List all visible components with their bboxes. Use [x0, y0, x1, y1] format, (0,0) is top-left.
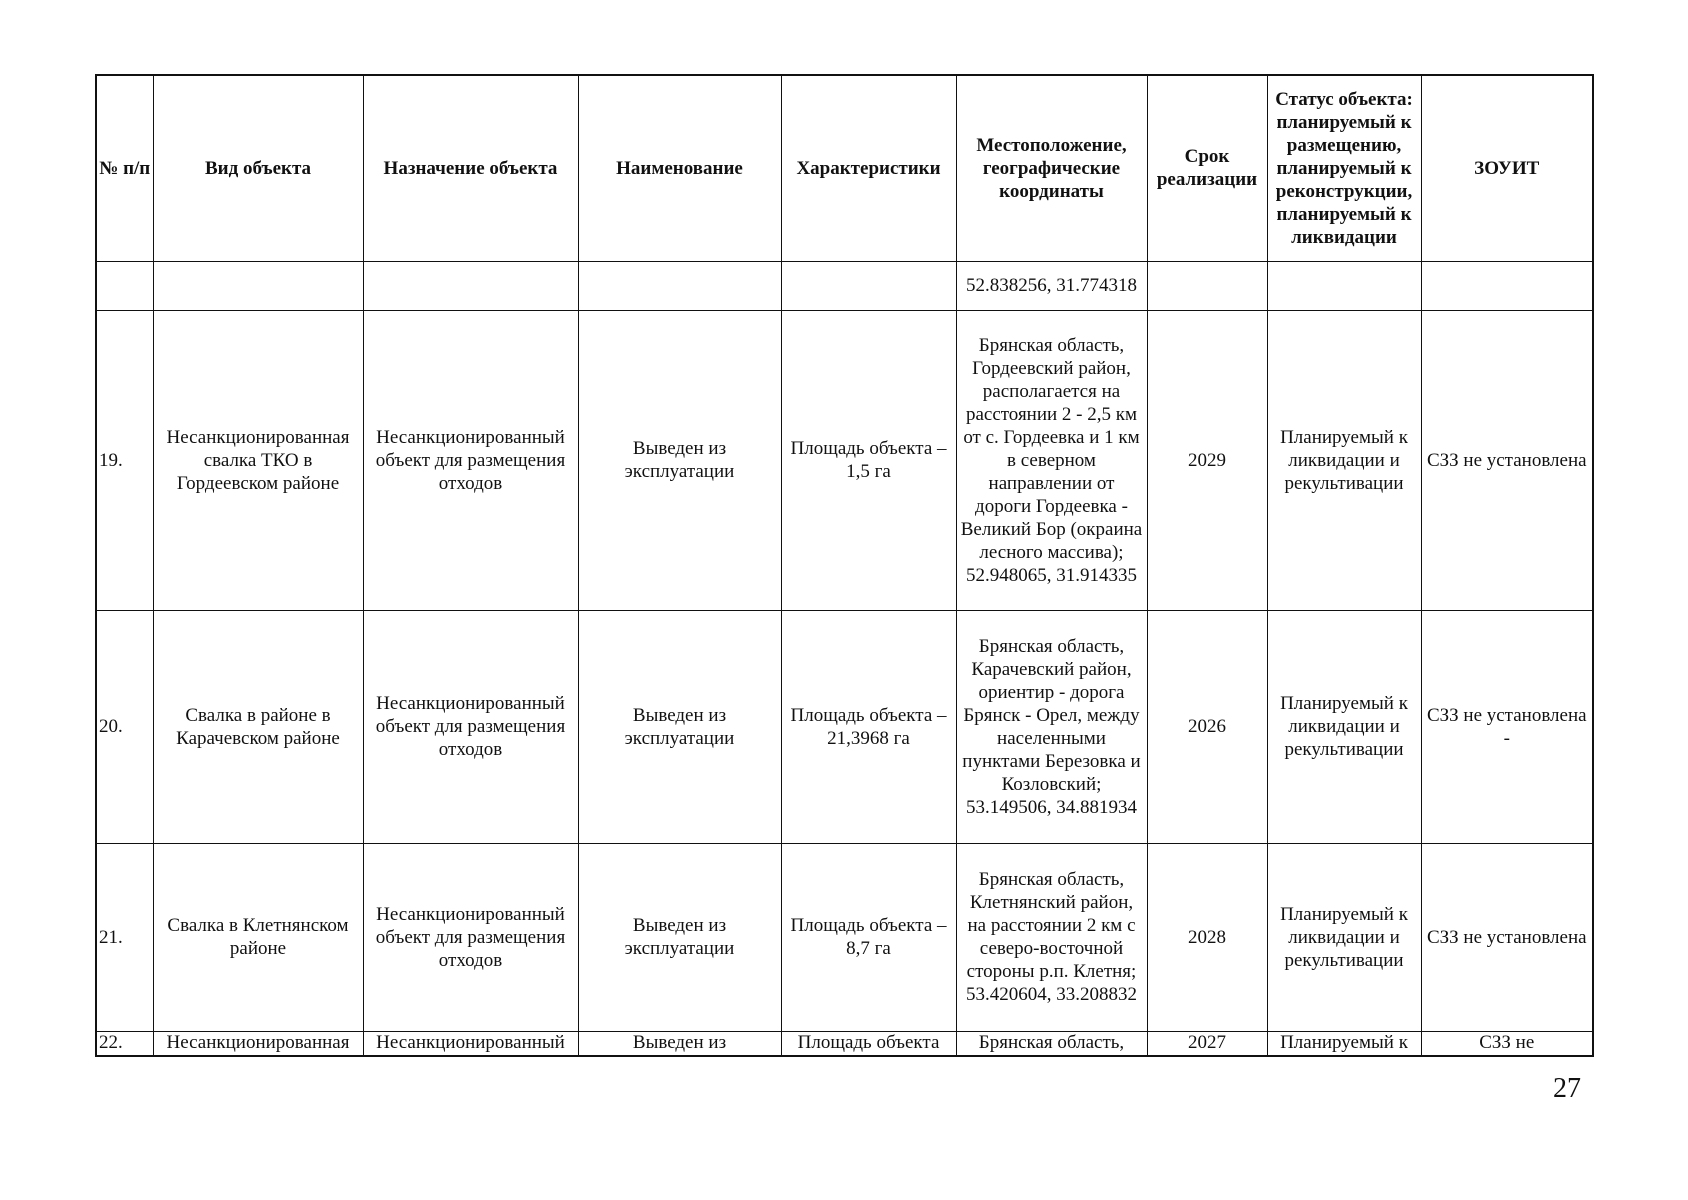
- cell-num: 20.: [96, 610, 153, 843]
- cell-characteristics: Площадь объекта – 8,7 га: [781, 843, 956, 1031]
- cell-type: Несанкционированная свалка ТКО в Гордеевском районе: [153, 310, 363, 610]
- header-term: Срок реализации: [1147, 75, 1267, 261]
- cell-num: 22.: [96, 1031, 153, 1056]
- cell-term: 2028: [1147, 843, 1267, 1031]
- objects-table: [95, 74, 1594, 1057]
- header-object-purpose: Назначение объекта: [363, 75, 578, 261]
- cell-term: 2029: [1147, 310, 1267, 610]
- cell-num: 21.: [96, 843, 153, 1031]
- header-location: Местоположение, географические координаты: [956, 75, 1147, 261]
- page-number: 27: [1553, 1073, 1581, 1104]
- cell-purpose: Несанкционированный объект для размещения отходов: [363, 310, 578, 610]
- table-row: [96, 1031, 1593, 1056]
- table-row: [96, 610, 1593, 843]
- header-zouit: ЗОУИТ: [1421, 75, 1593, 261]
- cell-status: Планируемый к ликвидации и рекультивации: [1267, 610, 1421, 843]
- cell-status: [1267, 261, 1421, 310]
- cell-zouit: СЗЗ не установлена -: [1421, 610, 1593, 843]
- cell-characteristics: Площадь объекта – 1,5 га: [781, 310, 956, 610]
- cell-location: 52.838256, 31.774318: [956, 261, 1147, 310]
- cell-purpose: Несанкционированный объект для размещения отходов: [363, 843, 578, 1031]
- cell-zouit: СЗЗ не: [1421, 1031, 1593, 1056]
- cell-characteristics: [781, 261, 956, 310]
- cell-location: Брянская область,: [956, 1031, 1147, 1056]
- table-row: [96, 310, 1593, 610]
- cell-num: 19.: [96, 310, 153, 610]
- cell-location: Брянская область, Клетнянский район, на расстоянии 2 км с северо-восточной стороны р.п. Клетня; 53.420604, 33.208832: [956, 843, 1147, 1031]
- header-object-type: Вид объекта: [153, 75, 363, 261]
- header-status: Статус объекта: планируемый к размещению, планируемый к реконструкции, планируемый к ликвидации: [1267, 75, 1421, 261]
- cell-term: 2026: [1147, 610, 1267, 843]
- cell-zouit: [1421, 261, 1593, 310]
- cell-purpose: Несанкционированный: [363, 1031, 578, 1056]
- cell-characteristics: Площадь объекта – 21,3968 га: [781, 610, 956, 843]
- cell-type: Свалка в Клетнянском районе: [153, 843, 363, 1031]
- cell-name: Выведен из эксплуатации: [578, 610, 781, 843]
- cell-location: Брянская область, Карачевский район, ориентир - дорога Брянск - Орел, между населенными пунктами Березовка и Козловский; 53.149506, 34.881934: [956, 610, 1147, 843]
- cell-status: Планируемый к: [1267, 1031, 1421, 1056]
- cell-characteristics: Площадь объекта: [781, 1031, 956, 1056]
- header-name: Наименование: [578, 75, 781, 261]
- cell-name: Выведен из эксплуатации: [578, 310, 781, 610]
- cell-location: Брянская область, Гордеевский район, располагается на расстоянии 2 - 2,5 км от с. Гордеевка и 1 км в северном направлении от дороги Гордеевка - Великий Бор (окраина лесного массива); 52.948065, 31.914335: [956, 310, 1147, 610]
- cell-type: [153, 261, 363, 310]
- header-num: № п/п: [96, 75, 153, 261]
- table-header-row: [96, 75, 1593, 261]
- cell-type: Свалка в районе в Карачевском районе: [153, 610, 363, 843]
- cell-name: Выведен из: [578, 1031, 781, 1056]
- cell-type: Несанкционированная: [153, 1031, 363, 1056]
- cell-num: [96, 261, 153, 310]
- cell-name: [578, 261, 781, 310]
- cell-term: [1147, 261, 1267, 310]
- table-row-continuation: [96, 261, 1593, 310]
- cell-purpose: Несанкционированный объект для размещения отходов: [363, 610, 578, 843]
- cell-status: Планируемый к ликвидации и рекультивации: [1267, 843, 1421, 1031]
- cell-zouit: СЗЗ не установлена: [1421, 310, 1593, 610]
- cell-status: Планируемый к ликвидации и рекультивации: [1267, 310, 1421, 610]
- header-characteristics: Характеристики: [781, 75, 956, 261]
- cell-zouit: СЗЗ не установлена: [1421, 843, 1593, 1031]
- table-row: [96, 843, 1593, 1031]
- cell-term: 2027: [1147, 1031, 1267, 1056]
- cell-purpose: [363, 261, 578, 310]
- cell-name: Выведен из эксплуатации: [578, 843, 781, 1031]
